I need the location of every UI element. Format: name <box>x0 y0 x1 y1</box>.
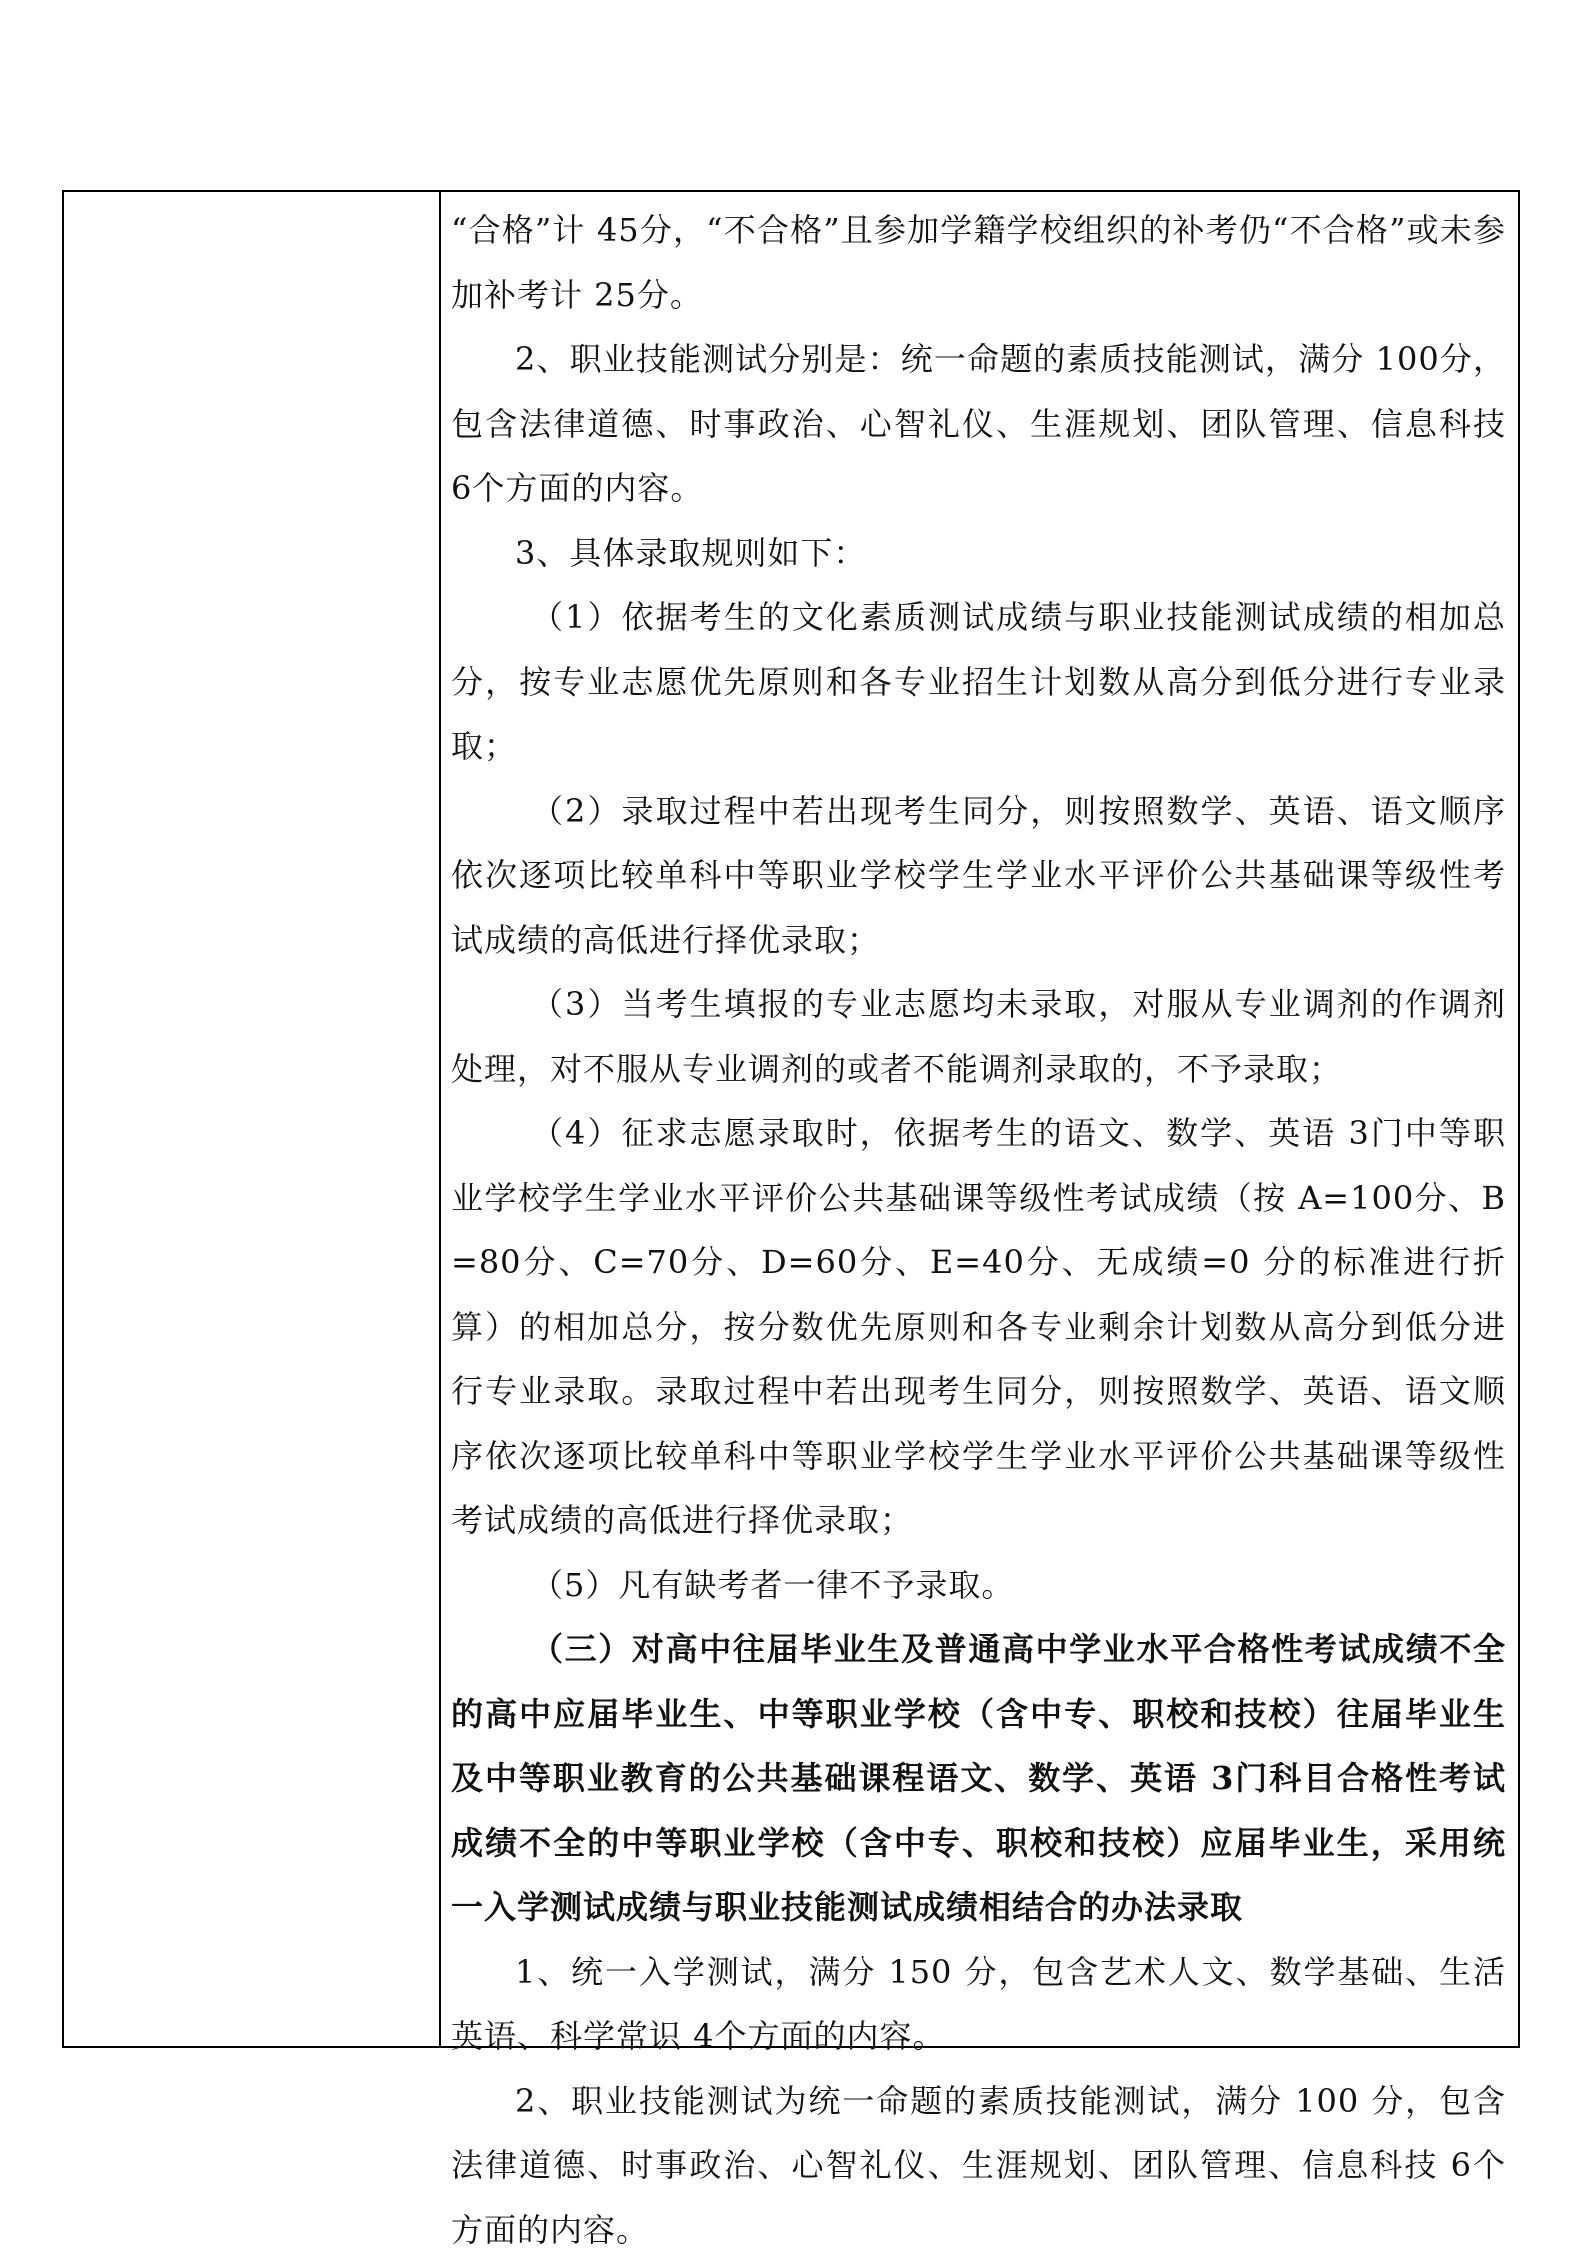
paragraph-rule-3: （3）当考生填报的专业志愿均未录取，对服从专业调剂的作调剂处理，对不服从专业调剂的或者不能调剂录取的，不予录取； <box>451 972 1506 1101</box>
paragraph-rule-1: （1）依据考生的文化素质测试成绩与职业技能测试成绩的相加总分，按专业志愿优先原则和各专业招生计划数从高分到低分进行专业录取； <box>451 585 1506 779</box>
section-heading-three: （三）对高中往届毕业生及普通高中学业水平合格性考试成绩不全的高中应届毕业生、中等职业学校（含中专、职校和技校）往届毕业生及中等职业教育的公共基础课程语文、数学、英语 3门科目合格性考试成绩不全的中等职业学校（含中专、职校和技校）应届毕业生，采用统一入学测试成绩与职业技能测试成绩相结合的办法录取 <box>451 1617 1506 1940</box>
paragraph-rule-5: （5）凡有缺考者一律不予录取。 <box>451 1553 1506 1618</box>
paragraph-pass-score: “合格”计 45分，“不合格”且参加学籍学校组织的补考仍“不合格”或未参加补考计 25分。 <box>451 198 1506 327</box>
paragraph-skills-test: 2、职业技能测试为统一命题的素质技能测试，满分 100 分，包含法律道德、时事政治、心智礼仪、生涯规划、团队管理、信息科技 6个方面的内容。 <box>451 2069 1506 2262</box>
table-left-cell <box>64 192 441 2046</box>
document-table <box>62 190 1520 2048</box>
table-content-cell <box>441 192 1518 2046</box>
paragraph-vocational-test: 2、职业技能测试分别是：统一命题的素质技能测试，满分 100分，包含法律道德、时事政治、心智礼仪、生涯规划、团队管理、信息科技 6个方面的内容。 <box>451 327 1506 521</box>
paragraph-unified-test: 1、统一入学测试，满分 150 分，包含艺术人文、数学基础、生活英语、科学常识 4个方面的内容。 <box>451 1940 1506 2069</box>
paragraph-rule-2: （2）录取过程中若出现考生同分，则按照数学、英语、语文顺序依次逐项比较单科中等职业学校学生学业水平评价公共基础课等级性考试成绩的高低进行择优录取； <box>451 779 1506 973</box>
paragraph-admission-rules-heading: 3、具体录取规则如下： <box>451 521 1506 586</box>
paragraph-rule-4: （4）征求志愿录取时，依据考生的语文、数学、英语 3门中等职业学校学生学业水平评价公共基础课等级性考试成绩（按 A=100分、B=80分、C=70分、D=60分、E=40分、无成绩=0 分的标准进行折算）的相加总分，按分数优先原则和各专业剩余计划数从高分到低分进行专业录取。录取过程中若出现考生同分，则按照数学、英语、语文顺序依次逐项比较单科中等职业学校学生学业水平评价公共基础课等级性考试成绩的高低进行择优录取； <box>451 1101 1506 1553</box>
